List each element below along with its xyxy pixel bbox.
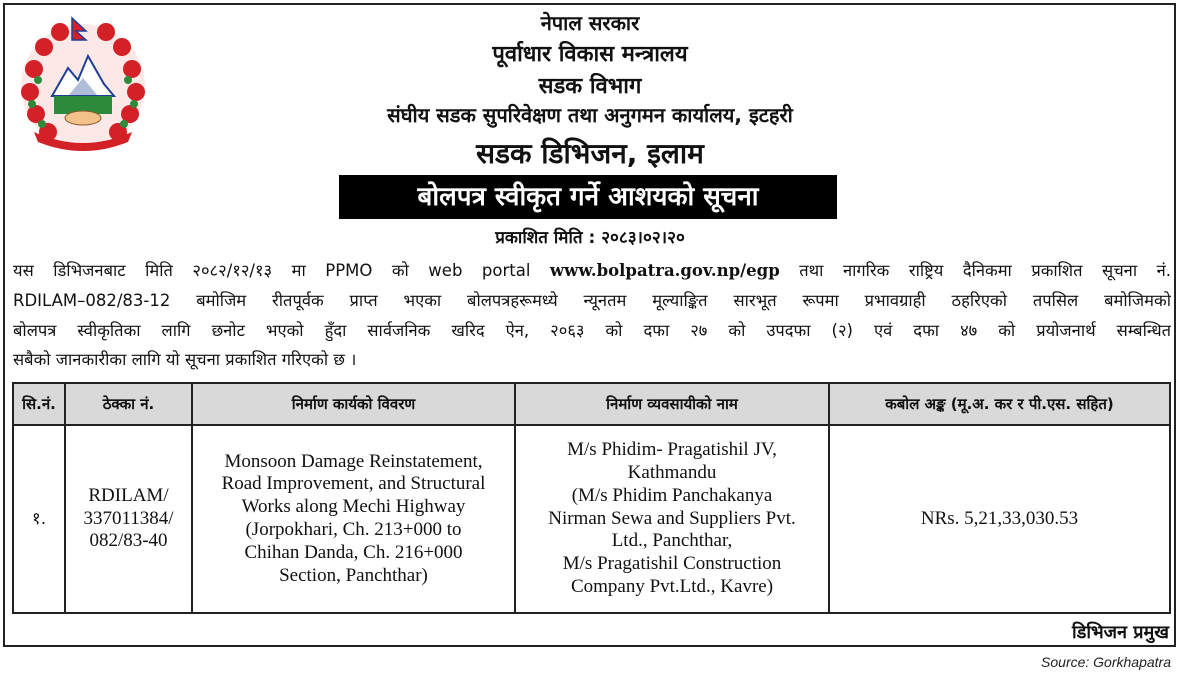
nepal-government-emblem-icon [16, 14, 150, 154]
contract-no-line: 337011384/ [83, 507, 174, 529]
table-header-row [13, 383, 1170, 425]
column-header-bid-amount: कबोल अङ्क (मू.अ. कर र पी.एस. सहित) [829, 383, 1170, 425]
government-name: नेपाल सरकार [540, 11, 640, 35]
cell-sn: १. [13, 425, 65, 613]
published-date: प्रकाशित मिति : २०८३।०२।२० [495, 228, 685, 248]
work-line: Monsoon Damage Reinstatement, [224, 450, 483, 472]
work-line: Road Improvement, and Structural [221, 473, 486, 495]
cell-contract-no [65, 425, 192, 613]
contractor-line: Company Pvt.Ltd., Kavre) [570, 575, 774, 597]
division-name: सडक डिभिजन, इलाम [476, 137, 704, 170]
column-header-contract-no: ठेक्का नं. [65, 383, 192, 425]
cell-contractor-name [515, 425, 829, 613]
contract-no-line: 082/83-40 [89, 530, 168, 552]
body-text: तथा नागरिक राष्ट्रिय दैनिकमा प्रकाशित सूचना नं. [779, 261, 1171, 280]
egp-portal-link[interactable]: www.bolpatra.gov.np/egp [549, 261, 780, 280]
work-line: Chihan Danda, Ch. 216+000 [244, 541, 463, 563]
notice-title: बोलपत्र स्वीकृत गर्ने आशयको सूचना [339, 175, 837, 219]
work-line: Section, Panchthar) [279, 564, 428, 586]
contractor-line: M/s Pragatishil Construction [562, 553, 782, 575]
award-table [12, 382, 1171, 614]
column-header-contractor-name: निर्माण व्यवसायीको नाम [515, 383, 829, 425]
cell-work-description [192, 425, 515, 613]
contractor-line: Kathmandu [627, 462, 717, 483]
ministry-name: पूर्वाधार विकास मन्त्रालय [492, 42, 688, 67]
contractor-line: M/s Phidim- Pragatishil JV, [567, 439, 777, 461]
work-line: (Jorpokhari, Ch. 213+000 to [245, 519, 462, 540]
contractor-line: Nirman Sewa and Suppliers Pvt. [548, 507, 796, 529]
column-header-work-description: निर्माण कार्यको विवरण [192, 383, 515, 425]
cell-bid-amount: NRs. 5,21,33,030.53 [829, 425, 1170, 613]
notice-body-line-2: RDILAM–082/83-12 बमोजिम रीतपूर्वक प्राप्त भएका बोलपत्रहरूमध्ये न्यूनतम मूल्याङ्कित सारभूत रूपमा प्रभावग्राही ठहरिएको तपसिल बमोजिमको [13, 291, 1171, 310]
notice-body-line-1 [13, 258, 1171, 281]
office-name: संघीय सडक सुपरिवेक्षण तथा अनुगमन कार्यालय, इटहरी [387, 103, 793, 127]
table-row [13, 425, 1170, 613]
contractor-line: (M/s Phidim Panchakanya [571, 484, 773, 506]
department-name: सडक विभाग [538, 74, 642, 99]
notice-body-line-4: सबैको जानकारीका लागि यो सूचना प्रकाशित गरिएको छ । [13, 350, 357, 369]
signature-division-chief: डिभिजन प्रमुख [1072, 622, 1169, 643]
contract-no-line: RDILAM/ [88, 484, 169, 506]
notice-body-line-3: बोलपत्र स्वीकृतिका लागि छनोट भएको हुँदा सार्वजनिक खरिद ऐन, २०६३ को दफा २७ को उपदफा (२) एवं दफा ४७ को प्रयोजनार्थ सम्बन्धित [13, 321, 1171, 340]
contractor-line: Ltd., Panchthar, [611, 530, 733, 552]
body-text: यस डिभिजनबाट मिति २०८२/१२/१३ मा PPMO को web portal [13, 261, 550, 280]
source-credit: Source: Gorkhapatra [1041, 654, 1171, 670]
column-header-sn: सि.नं. [13, 383, 65, 425]
work-line: Works along Mechi Highway [241, 496, 466, 518]
